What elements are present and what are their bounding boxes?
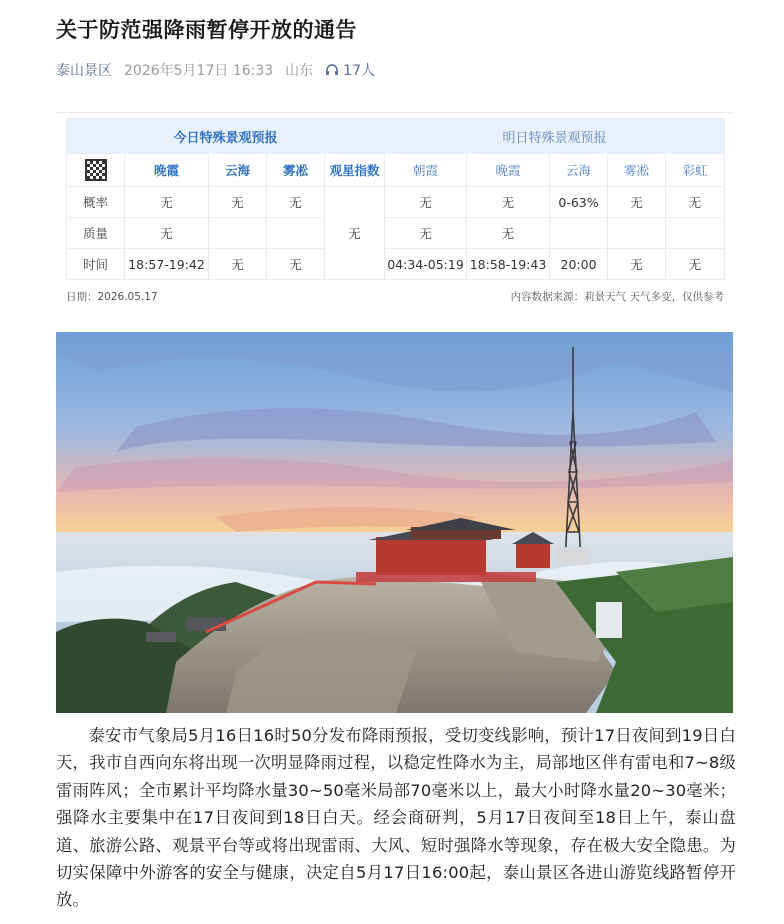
notice-paragraph: 泰安市气象局5月16日16时50分发布降雨预报，受切变线影响，预计17日夜间到19日白天，我市自西向东将出现一次明显降雨过程，以稳定性降水为主，局部地区伴有雷电和7~8级雷雨阵风；全市累计平均降水量30~50毫米局部70毫米以上，最大小时降水量20~30毫米；强降水主要集中在17日夜间到18日白天。经会商研判，5月17日夜间至18日上午，泰山盘道、旅游公路、观景平台等或将出现雷雨、大风、短时强降水等现象，存在极大安全隐患。为切实保障中外游客的安全与健康，决定自5月17日16:00起，泰山景区各进山游览线路暂停开放。: [56, 726, 736, 910]
header-stargazing-index: 观星指数: [325, 154, 385, 187]
cell: 无: [666, 249, 725, 280]
cell: [209, 218, 267, 249]
cell: 无: [467, 218, 550, 249]
meta-divider: [56, 112, 732, 113]
header-tomorrow-sunset: 晚霞: [467, 154, 550, 187]
cell: 18:58-19:43: [467, 249, 550, 280]
cell: 无: [385, 218, 467, 249]
cell: [550, 218, 608, 249]
cell: 无: [267, 249, 325, 280]
qr-code-icon[interactable]: [67, 154, 125, 187]
tomorrow-section-title: 明日特殊景观预报: [385, 119, 725, 154]
taishan-photo[interactable]: [56, 332, 733, 713]
cell: 无: [125, 187, 209, 218]
cell: [608, 218, 666, 249]
header-today-cloud-sea: 云海: [209, 154, 267, 187]
row-label-quality: 质量: [67, 218, 125, 249]
today-section-title: 今日特殊景观预报: [67, 119, 385, 154]
headphones-icon: [325, 63, 339, 77]
article-source-link[interactable]: 泰山景区: [56, 63, 112, 79]
article-datetime: 2026年5月17日 16:33: [124, 63, 274, 79]
forecast-row-probability: [67, 187, 725, 218]
cell: 18:57-19:42: [125, 249, 209, 280]
cell: 无: [209, 187, 267, 218]
scenic-forecast-card: [66, 118, 724, 304]
forecast-source: 内容数据来源：莉景天气 天气多变，仅供参考: [510, 291, 724, 303]
forecast-footer: [66, 289, 724, 304]
forecast-section-row: [67, 119, 725, 154]
forecast-table: [66, 118, 725, 280]
cell: 无: [125, 218, 209, 249]
forecast-header-row: [67, 154, 725, 187]
article-meta: [56, 60, 375, 80]
header-tomorrow-rainbow: 彩虹: [666, 154, 725, 187]
header-tomorrow-sunrise: 朝霞: [385, 154, 467, 187]
listen-button[interactable]: [325, 60, 375, 80]
cell: 04:34-05:19: [385, 249, 467, 280]
cell: 无: [209, 249, 267, 280]
header-today-sunset: 晚霞: [125, 154, 209, 187]
cell: 无: [608, 187, 666, 218]
header-tomorrow-cloud-sea: 云海: [550, 154, 608, 187]
cell: [666, 218, 725, 249]
listen-count: 17人: [343, 63, 375, 79]
header-tomorrow-rime: 雾凇: [608, 154, 666, 187]
cell: 无: [666, 187, 725, 218]
row-label-time: 时间: [67, 249, 125, 280]
forecast-row-quality: [67, 218, 725, 249]
taishan-summit-image: [56, 332, 733, 713]
stargazing-value: 无: [325, 187, 385, 280]
forecast-date: 日期：2026.05.17: [66, 291, 158, 303]
article-location: 山东: [285, 63, 314, 79]
cell: 20:00: [550, 249, 608, 280]
cell: 无: [467, 187, 550, 218]
cell: 0-63%: [550, 187, 608, 218]
article-title: 关于防范强降雨暂停开放的通告: [56, 18, 357, 42]
header-today-rime: 雾凇: [267, 154, 325, 187]
row-label-probability: 概率: [67, 187, 125, 218]
cell: 无: [267, 187, 325, 218]
forecast-row-time: [67, 249, 725, 280]
cell: [267, 218, 325, 249]
cell: 无: [608, 249, 666, 280]
cell: 无: [385, 187, 467, 218]
